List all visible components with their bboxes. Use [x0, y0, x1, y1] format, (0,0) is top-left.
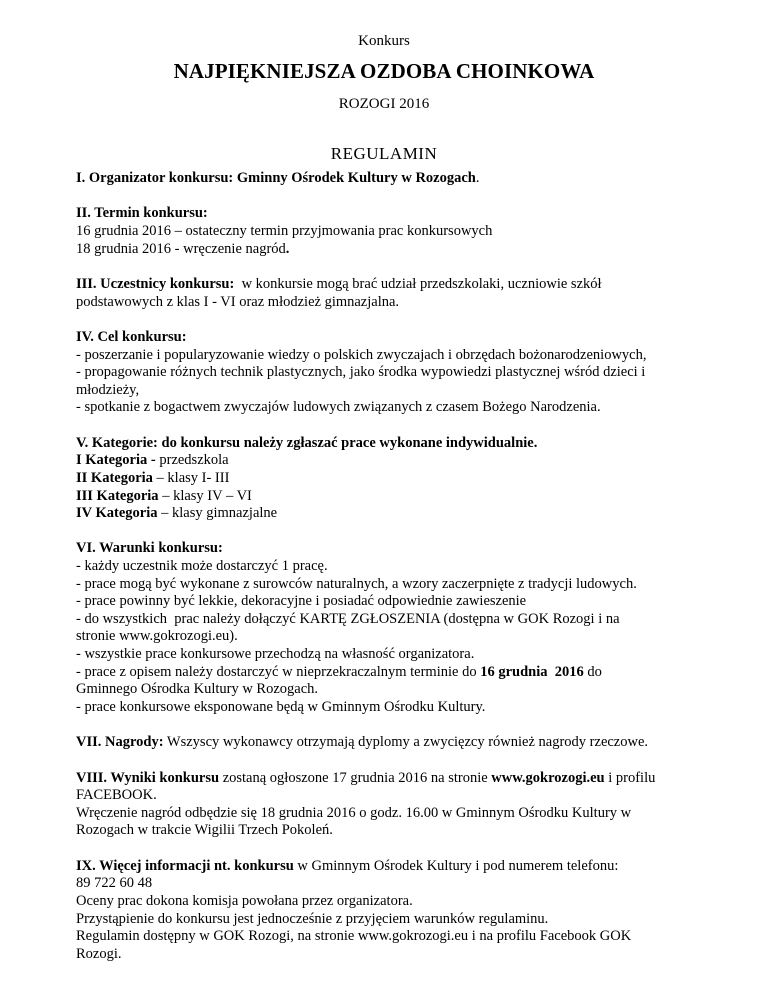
- section-prizes-text: Wszyscy wykonawcy otrzymają dyplomy a zwycięzcy również nagrody rzeczowe.: [163, 734, 649, 751]
- regulamin-heading: REGULAMIN: [330, 144, 438, 163]
- section-info: [76, 858, 716, 964]
- section-results-line: FACEBOOK.: [76, 787, 157, 804]
- section-participants-text: w konkursie mogą brać udział przedszkolaki, uczniowie szkół: [234, 275, 602, 292]
- section-participants-heading: III. Uczestnicy konkursu:: [76, 275, 235, 292]
- section-dates-line: 16 grudnia 2016 – ostateczny termin przyjmowania prac konkursowych: [76, 222, 493, 239]
- category-desc: – klasy gimnazjalne: [157, 505, 278, 522]
- deadline-text: do: [583, 663, 602, 680]
- section-results-line: Wręczenie nagród odbędzie się 18 grudnia 2016 o godz. 16.00 w Gminnym Ośrodku Kultury w: [76, 804, 632, 821]
- section-prizes: [76, 734, 716, 752]
- phone-number: 89 722 60 48: [76, 875, 153, 892]
- section-goals-line: - propagowanie różnych technik plastycznych, jako środka wypowiedzi plastycznej wśród dzieci i: [76, 364, 646, 381]
- section-participants-line: podstawowych z klas I - VI oraz młodzież gimnazjalna.: [76, 293, 400, 310]
- section-organizer-heading: I. Organizator konkursu: Gminny Ośrodek Kultury w Rozogach: [76, 170, 476, 186]
- section-conditions-line: - prace mogą być wykonane z surowców naturalnych, a wzory zaczerpnięte z tradycji ludowych.: [76, 575, 637, 592]
- section-info-heading: IX. Więcej informacji nt. konkursu: [76, 857, 294, 874]
- section-info-line: Przystąpienie do konkursu jest jednocześnie z przyjęciem warunków regulaminu.: [76, 910, 549, 927]
- section-goals: [76, 329, 716, 417]
- category-desc: – klasy I- III: [152, 469, 230, 486]
- section-dates: [76, 205, 716, 258]
- deadline-text: - prace z opisem należy dostarczyć w nieprzekraczalnym terminie do: [76, 663, 481, 680]
- section-categories: [76, 435, 716, 523]
- section-info-line: Oceny prac dokona komisja powołana przez organizatora.: [76, 892, 413, 909]
- section-organizer-tail: .: [475, 170, 480, 186]
- category-name: IV Kategoria: [76, 505, 158, 522]
- section-conditions-line: - prace konkursowe eksponowane będą w Gminnym Ośrodku Kultury.: [76, 698, 486, 715]
- section-conditions-line: - do wszystkich prac należy dołączyć KARTĘ ZGŁOSZENIA (dostępna w GOK Rozogi i na: [76, 610, 620, 627]
- section-dates-tail: .: [285, 240, 290, 257]
- section-results-heading: VIII. Wyniki konkursu: [76, 769, 220, 786]
- section-dates-heading: II. Termin konkursu:: [76, 205, 208, 222]
- section-categories-heading: V. Kategorie: do konkursu należy zgłaszać prace wykonane indywidualnie.: [76, 434, 538, 451]
- section-participants: [76, 276, 716, 311]
- section-info-line: Regulamin dostępny w GOK Rozogi, na stronie www.gokrozogi.eu i na profilu Facebook GOK: [76, 928, 632, 945]
- section-dates-line: 18 grudnia 2016 - wręczenie nagród: [76, 240, 286, 257]
- section-prizes-heading: VII. Nagrody:: [76, 734, 164, 751]
- section-conditions-line: Gminnego Ośrodka Kultury w Rozogach.: [76, 681, 319, 698]
- regulamin-body: [76, 170, 716, 981]
- section-info-line: Rozogi.: [76, 945, 122, 962]
- section-results-text: i profilu: [604, 769, 656, 786]
- section-conditions-line: - każdy uczestnik może dostarczyć 1 pracę.: [76, 558, 328, 575]
- page-subtitle: ROZOGI 2016: [338, 96, 430, 112]
- konkurs-label: Konkurs: [358, 33, 410, 49]
- category-desc: – klasy IV – VI: [158, 487, 252, 504]
- section-goals-line: - poszerzanie i popularyzowanie wiedzy o polskich zwyczajach i obrzędach bożonarodzeniowych,: [76, 346, 647, 363]
- section-results-text: zostaną ogłoszone 17 grudnia 2016 na stronie: [219, 769, 492, 786]
- website-link[interactable]: www.gokrozogi.eu: [491, 769, 605, 786]
- section-conditions-line: - wszystkie prace konkursowe przechodzą na własność organizatora.: [76, 646, 475, 663]
- section-goals-line: - spotkanie z bogactwem zwyczajów ludowych związanych z czasem Bożego Narodzenia.: [76, 399, 601, 416]
- section-conditions-line: - prace powinny być lekkie, dekoracyjne i posiadać odpowiednie zawieszenie: [76, 593, 527, 610]
- section-conditions: [76, 540, 716, 716]
- category-name: III Kategoria: [76, 487, 159, 504]
- section-goals-heading: IV. Cel konkursu:: [76, 328, 187, 345]
- section-conditions-line: stronie www.gokrozogi.eu).: [76, 628, 238, 645]
- page-title: NAJPIĘKNIEJSZA OZDOBA CHOINKOWA: [173, 59, 595, 83]
- category-desc: przedszkola: [155, 452, 229, 469]
- section-organizer: [76, 170, 716, 188]
- category-name: II Kategoria: [76, 469, 153, 486]
- section-results: [76, 770, 716, 840]
- section-goals-line: młodzieży,: [76, 381, 140, 398]
- section-results-line: Rozogach w trakcie Wigilii Trzech Pokoleń.: [76, 822, 333, 839]
- section-conditions-heading: VI. Warunki konkursu:: [76, 540, 223, 557]
- category-name: I Kategoria -: [76, 452, 156, 469]
- section-info-text: w Gminnym Ośrodek Kultury i pod numerem telefonu:: [293, 857, 619, 874]
- deadline-date: 16 grudnia 2016: [480, 663, 584, 680]
